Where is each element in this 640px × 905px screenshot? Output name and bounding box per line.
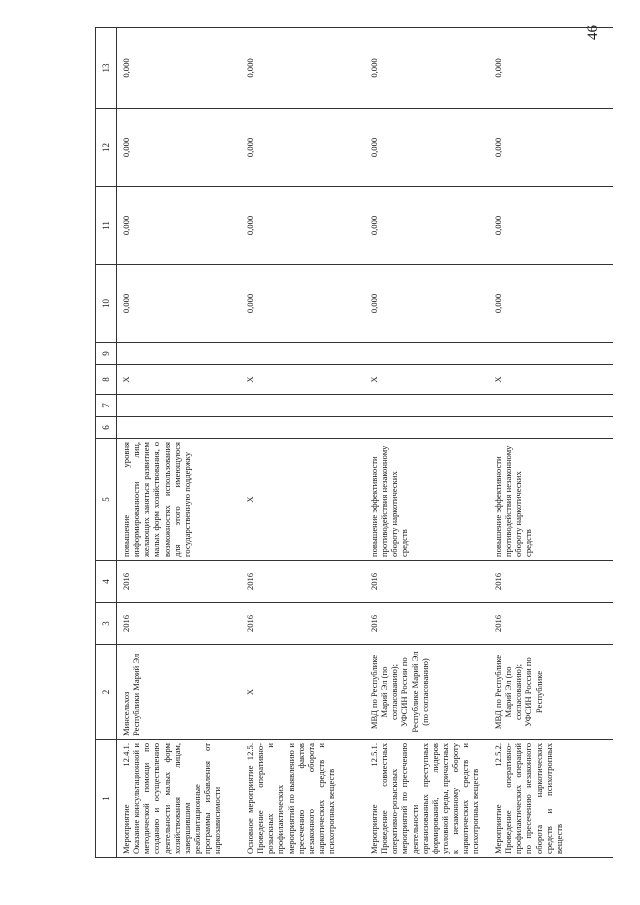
- col-header-13: 13: [96, 28, 117, 109]
- result-cell: повышение эффективности противодействия незаконному обороту наркотических средств: [489, 439, 613, 561]
- rotated-table-wrapper: [95, 28, 615, 858]
- end-year-cell: 2016: [241, 561, 365, 603]
- end-year-cell: 2016: [117, 561, 242, 603]
- col-header-4: 4: [96, 561, 117, 603]
- start-year-cell: 2016: [241, 603, 365, 645]
- col-header-7: 7: [96, 395, 117, 417]
- value-cell-12: 0,000: [241, 109, 365, 187]
- value-cell-13: 0,000: [241, 28, 365, 109]
- value-cell-11: 0,000: [241, 187, 365, 265]
- value-cell-10: 0,000: [241, 265, 365, 343]
- col-header-9: 9: [96, 343, 117, 365]
- cell-7: [489, 395, 613, 417]
- table-row: [117, 28, 242, 858]
- start-year-cell: 2016: [365, 603, 489, 645]
- page-number: 46: [585, 25, 601, 40]
- cell-9: [241, 343, 365, 365]
- cell-7: [241, 395, 365, 417]
- result-cell: повышение эффективности противодействия незаконному обороту наркотических средств: [365, 439, 489, 561]
- cell-6: [365, 417, 489, 439]
- cell-9: [365, 343, 489, 365]
- end-year-cell: 2016: [489, 561, 613, 603]
- value-cell-12: 0,000: [489, 109, 613, 187]
- cell-6: [241, 417, 365, 439]
- cell-8: X: [117, 365, 242, 395]
- table-row: [489, 28, 613, 858]
- col-header-11: 11: [96, 187, 117, 265]
- col-header-1: 1: [96, 740, 117, 858]
- executor-cell: Минсельхоз Республики Марий Эл: [117, 645, 242, 740]
- executor-cell: МВД по Республике Марий Эл (по согласованию); УФСИН России по Республике Марий Эл (по согласованию): [365, 645, 489, 740]
- col-header-2: 2: [96, 645, 117, 740]
- value-cell-10: 0,000: [365, 265, 489, 343]
- cell-9: [117, 343, 242, 365]
- value-cell-10: 0,000: [489, 265, 613, 343]
- cell-6: [489, 417, 613, 439]
- cell-7: [117, 395, 242, 417]
- value-cell-12: 0,000: [365, 109, 489, 187]
- start-year-cell: 2016: [117, 603, 242, 645]
- activity-cell: Мероприятие 12.5.2. Проведение оперативно-профилактических операций по пресечению незаконного оборота наркотических средств и психотропных веществ: [489, 740, 613, 858]
- cell-9: [489, 343, 613, 365]
- value-cell-11: 0,000: [489, 187, 613, 265]
- result-cell: повышение уровня информированности лиц, желающих заняться развитием малых форм хозяйствования, о возможностях использования для этого имеющуюся государственную поддержку: [117, 439, 242, 561]
- cell-6: [117, 417, 242, 439]
- col-header-8: 8: [96, 365, 117, 395]
- col-header-6: 6: [96, 417, 117, 439]
- activity-cell: Основное мероприятие 12.5. Проведение оперативно-розыскных и профилактических мероприятий по выявлению и пресечению фактов незаконного оборота наркотических средств и психотропных веществ: [241, 740, 365, 858]
- value-cell-10: 0,000: [117, 265, 242, 343]
- value-cell-13: 0,000: [117, 28, 242, 109]
- header-row: [96, 28, 117, 858]
- col-header-12: 12: [96, 109, 117, 187]
- table-row: [365, 28, 489, 858]
- end-year-cell: 2016: [365, 561, 489, 603]
- cell-8: X: [241, 365, 365, 395]
- table-row: [241, 28, 365, 858]
- value-cell-12: 0,000: [117, 109, 242, 187]
- cell-8: X: [489, 365, 613, 395]
- start-year-cell: 2016: [489, 603, 613, 645]
- value-cell-13: 0,000: [489, 28, 613, 109]
- col-header-10: 10: [96, 265, 117, 343]
- col-header-3: 3: [96, 603, 117, 645]
- value-cell-11: 0,000: [365, 187, 489, 265]
- cell-8: X: [365, 365, 489, 395]
- col-header-5: 5: [96, 439, 117, 561]
- result-cell: X: [241, 439, 365, 561]
- executor-cell: МВД по Республике Марий Эл (по согласованию); УФСИН России по Республике: [489, 645, 613, 740]
- activity-cell: Мероприятие 12.5.1. Проведение совместных оперативно-розыскных мероприятий по пресечению деятельности организованных преступных формирований, лидеров уголовной среды, причастных к незаконному обороту наркотических средств и психотропных веществ: [365, 740, 489, 858]
- executor-cell: X: [241, 645, 365, 740]
- activity-cell: Мероприятие 12.4.1. Оказание консультационной и методической помощи по созданию и осуществлению деятельности малых форм хозяйствования лицам, завершившим реабилитационные программы избавления от наркозависимости: [117, 740, 242, 858]
- value-cell-13: 0,000: [365, 28, 489, 109]
- cell-7: [365, 395, 489, 417]
- value-cell-11: 0,000: [117, 187, 242, 265]
- program-table: [95, 27, 613, 858]
